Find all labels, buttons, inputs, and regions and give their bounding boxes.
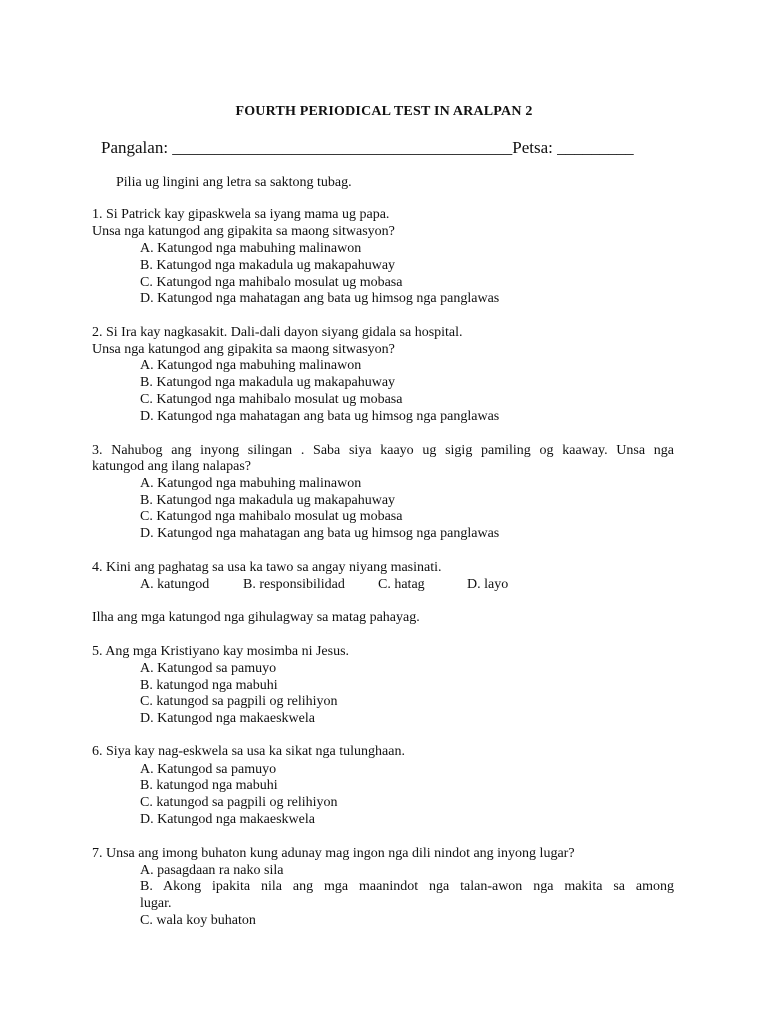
q2-option-c: C. Katungod nga mahibalo mosulat ug mobasa (140, 392, 403, 407)
q4-option-d: D. layo (467, 577, 509, 592)
q1-stem-line1: 1. Si Patrick kay gipaskwela sa iyang mama ug papa. (92, 207, 390, 222)
q4-options (140, 577, 540, 595)
q4-stem: 4. Kini ang paghatag sa usa ka tawo sa angay niyang masinati. (92, 560, 442, 575)
q2-option-d: D. Katungod nga mahatagan ang bata ug himsog nga panglawas (140, 409, 500, 424)
q7-option-c: C. wala koy buhaton (140, 913, 256, 928)
q2-option-a: A. Katungod nga mabuhing malinawon (140, 358, 362, 373)
q3-option-d: D. Katungod nga mahatagan ang bata ug himsog nga panglawas (140, 526, 500, 541)
q5-option-d: D. Katungod nga makaeskwela (140, 711, 315, 726)
q3-option-c: C. Katungod nga mahibalo mosulat ug mobasa (140, 509, 403, 524)
q5-option-c: C. katungod sa pagpili og relihiyon (140, 694, 338, 709)
q7-option-a: A. pasagdaan ra nako sila (140, 863, 284, 878)
q7-option-b-line1: B. Akong ipakita nila ang mga maanindot nga talan-awon nga makita sa among (140, 879, 674, 894)
q4-option-b: B. responsibilidad (243, 577, 345, 592)
q3-stem-line2: katungod ang ilang nalapas? (92, 459, 252, 474)
q2-stem-line2: Unsa nga katungod ang gipakita sa maong sitwasyon? (92, 342, 395, 357)
q2-option-b: B. Katungod nga makadula ug makapahuway (140, 375, 396, 390)
q3-stem-line1: 3. Nahubog ang inyong silingan . Saba siya kaayo ug sigig pamiling og kaaway. Unsa nga (92, 443, 674, 458)
q3-option-a: A. Katungod nga mabuhing malinawon (140, 476, 362, 491)
q4-option-c: C. hatag (378, 577, 425, 592)
q1-option-b: B. Katungod nga makadula ug makapahuway (140, 258, 396, 273)
q5-stem: 5. Ang mga Kristiyano kay mosimba ni Jesus. (92, 644, 350, 659)
page-title: FOURTH PERIODICAL TEST IN ARALPAN 2 (235, 104, 533, 119)
name-date-line: Pangalan: ________________________________________Petsa: _________ (101, 138, 634, 157)
q7-stem: 7. Unsa ang imong buhaton kung adunay mag ingon nga dili nindot ang inyong lugar? (92, 846, 575, 861)
q6-stem: 6. Siya kay nag-eskwela sa usa ka sikat nga tulunghaan. (92, 744, 405, 759)
q6-option-c: C. katungod sa pagpili og relihiyon (140, 795, 338, 810)
q6-option-b: B. katungod nga mabuhi (140, 778, 278, 793)
q1-option-c: C. Katungod nga mahibalo mosulat ug mobasa (140, 275, 403, 290)
q2-stem-line1: 2. Si Ira kay nagkasakit. Dali-dali dayon siyang gidala sa hospital. (92, 325, 463, 340)
q1-option-d: D. Katungod nga mahatagan ang bata ug himsog nga panglawas (140, 291, 500, 306)
instructions-2: Ilha ang mga katungod nga gihulagway sa matag pahayag. (92, 610, 420, 625)
instructions-1: Pilia ug lingini ang letra sa saktong tubag. (116, 175, 352, 190)
q1-option-a: A. Katungod nga mabuhing malinawon (140, 241, 362, 256)
q5-option-a: A. Katungod sa pamuyo (140, 661, 277, 676)
q6-option-a: A. Katungod sa pamuyo (140, 762, 277, 777)
q4-option-a: A. katungod (140, 577, 210, 592)
q5-option-b: B. katungod nga mabuhi (140, 678, 278, 693)
q1-stem-line2: Unsa nga katungod ang gipakita sa maong sitwasyon? (92, 224, 395, 239)
q6-option-d: D. Katungod nga makaeskwela (140, 812, 315, 827)
q3-option-b: B. Katungod nga makadula ug makapahuway (140, 493, 396, 508)
q7-option-b-line2: lugar. (140, 896, 172, 911)
